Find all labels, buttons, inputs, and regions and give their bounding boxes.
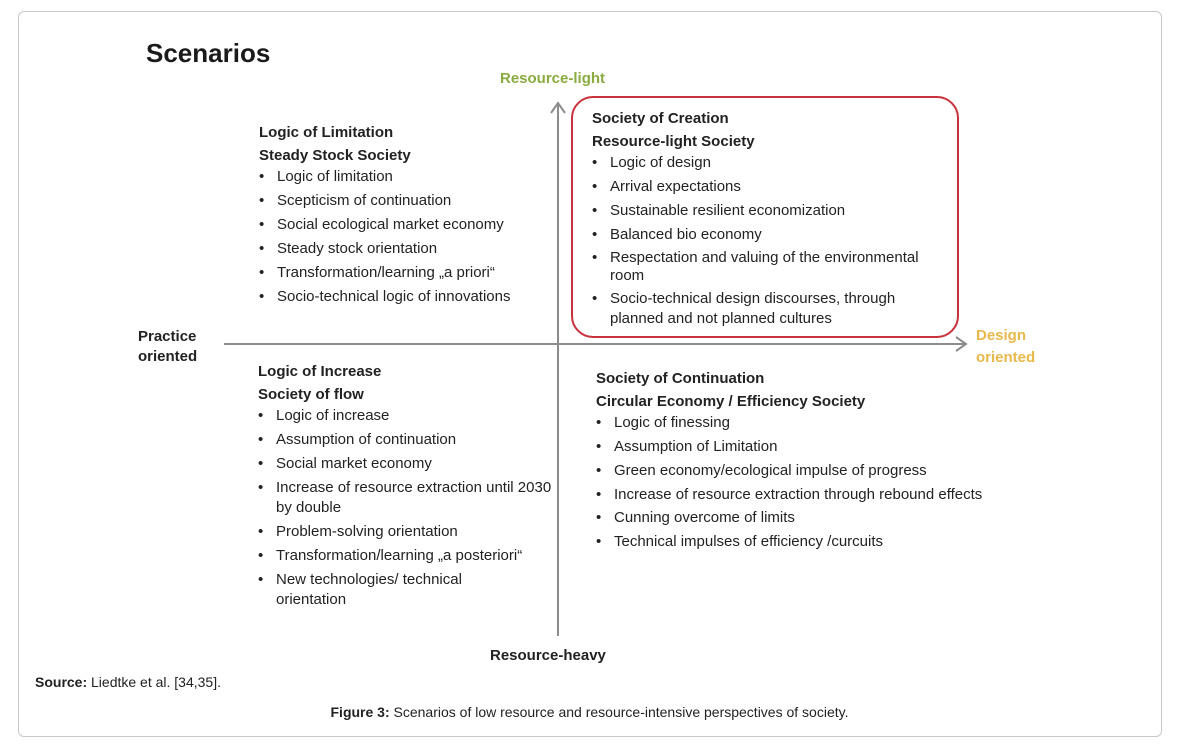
list-item: • Sustainable resilient economization [592, 201, 942, 221]
quadrant-heading: Logic of Limitation [259, 124, 394, 141]
source-text: Liedtke et al. [34,35]. [87, 674, 221, 690]
quadrant-top-left [259, 121, 549, 311]
quadrant-list [259, 167, 549, 307]
quadrant-list [592, 153, 942, 329]
list-item: • Cunning overcome of limits [596, 508, 986, 528]
list-item: • Arrival expectations [592, 177, 942, 197]
axis-label-right: Design oriented [976, 327, 1036, 366]
list-item: • New technologies/ technical orientation [258, 570, 496, 610]
quadrant-top-right [592, 107, 942, 333]
list-item: • Logic of design [592, 153, 942, 173]
quadrant-subheading: Society of flow [258, 386, 364, 403]
list-item: • Problem-solving orientation [258, 522, 558, 542]
list-item: • Social ecological market economy [259, 215, 549, 235]
quadrant-list [596, 413, 986, 552]
list-item: • Technical impulses of efficiency /curcuits [596, 532, 986, 552]
axis-label-bottom: Resource-heavy [490, 647, 606, 664]
axis-label-left: Practice oriented [138, 328, 198, 365]
caption-text: Scenarios of low resource and resource-intensive perspectives of society. [389, 704, 849, 720]
quadrant-bottom-left [258, 360, 558, 614]
list-item: • Logic of limitation [259, 167, 549, 187]
figure-caption [0, 704, 1179, 720]
list-item: • Transformation/learning „a posteriori“ [258, 546, 558, 566]
list-item: • Respectation and valuing of the environmental room [592, 249, 942, 285]
source-note [35, 674, 221, 690]
list-item: • Scepticism of continuation [259, 191, 549, 211]
diagram-title: Scenarios [146, 38, 271, 68]
axis-label-top: Resource-light [500, 70, 606, 87]
list-item: • Socio-technical logic of innovations [259, 287, 549, 307]
list-item: • Assumption of continuation [258, 430, 558, 450]
quadrant-heading: Society of Creation [592, 110, 729, 127]
list-item: • Balanced bio economy [592, 225, 942, 245]
list-item: • Logic of finessing [596, 413, 986, 433]
list-item: • Transformation/learning „a priori“ [259, 263, 549, 283]
list-item: • Increase of resource extraction until 2030 by double [258, 478, 556, 518]
list-item: • Socio-technical design discourses, through planned and not planned cultures [592, 289, 942, 329]
quadrant-heading: Society of Continuation [596, 370, 765, 387]
source-label: Source: [35, 674, 88, 690]
list-item: • Green economy/ecological impulse of progress [596, 461, 986, 481]
list-item: • Social market economy [258, 454, 558, 474]
list-item: • Assumption of Limitation [596, 437, 986, 457]
quadrant-heading: Logic of Increase [258, 363, 382, 380]
quadrant-subheading: Steady Stock Society [259, 147, 411, 164]
quadrant-subheading: Resource-light Society [592, 133, 755, 150]
list-item: • Increase of resource extraction through rebound effects [596, 485, 986, 504]
caption-label: Figure 3: [330, 704, 390, 720]
quadrant-subheading: Circular Economy / Efficiency Society [596, 393, 866, 410]
quadrant-list [258, 406, 558, 610]
quadrant-bottom-right [596, 367, 986, 556]
list-item: • Steady stock orientation [259, 239, 549, 259]
list-item: • Logic of increase [258, 406, 558, 426]
